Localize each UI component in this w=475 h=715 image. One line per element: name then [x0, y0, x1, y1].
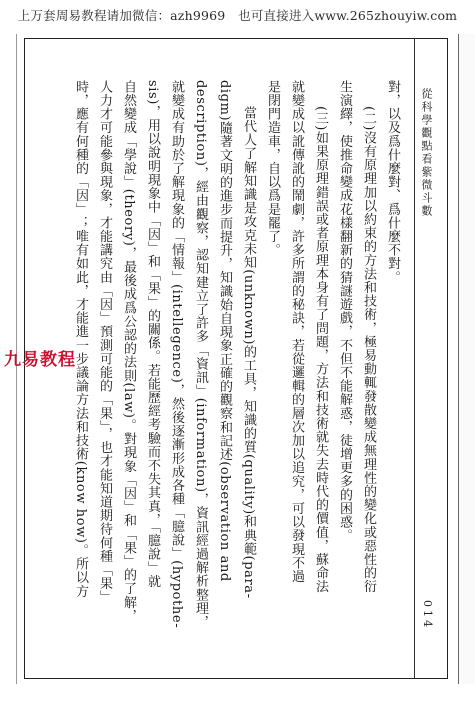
margin-rule — [414, 38, 415, 679]
text-column: description)，經由觀察，認知建立了許多「資訊」(information)，資訊經過解析整理， — [193, 80, 208, 629]
page-number: 014 — [421, 600, 434, 630]
text-column: (二)沒有原理加以約束的方法和技術，極易動輒發散變成無理性的變化或惡性的衍 — [361, 106, 376, 594]
text-column: 是閉門造車，自以爲是罷了。 — [265, 80, 280, 257]
text-column: 自然變成「學說」(theory)，最後成爲公認的法則(law)。對現象「因」和「果」的了解， — [121, 80, 136, 623]
top-banner: 上万套周易教程请加微信：azh9969 也可直接进入www.265zhouyiw.com — [17, 8, 458, 23]
text-column: 生演繹，使推命變成花樣翻新的猜謎遊戲，不但不能解惑，徒增更多的困惑。 — [337, 80, 352, 543]
body-text — [70, 80, 404, 640]
text-column: 就變成以訛傳訛的鬧劇，許多所謂的秘訣，若從邏輯的層次加以追究，可以發現不過 — [289, 80, 304, 584]
text-column: sis)，用以說明現象中「因」和「果」的關係。若能歷經考驗而不失其真，「臆說」就 — [145, 80, 160, 589]
text-column: 就變成有助於了解現象的「情報」(intellegence)，然後逐漸形成各種「臆說」(hypothe- — [169, 80, 184, 629]
text-column: 當代人了解知識是攻克未知(unknown)的工具，知識的質(quality)和典範(para- — [241, 106, 256, 599]
text-column: (三)如果原理錯誤或者原理本身有了問題，方法和技術就失去時代的價值，蘇命法 — [313, 106, 328, 594]
running-head: 從科學觀點看紫微斗數 — [420, 88, 433, 218]
text-column: 時，應有何種的「因」；唯有如此，才能進一步議論方法和技術(know how)。所以方 — [73, 80, 88, 599]
text-column: digm)隨著文明的進步而提升，知識始自現象正確的觀察和記述(observation and — [217, 80, 232, 582]
adjacent-page-strip — [458, 34, 475, 684]
text-column: 對，以及爲什麼對、爲什麼不對。 — [385, 80, 400, 284]
text-column: 人力才可能參與現象，才能講究由「因」預測可能的「果」，也才能知道期待何種「果」 — [97, 80, 112, 604]
watermark: 九易教程 — [4, 350, 76, 370]
